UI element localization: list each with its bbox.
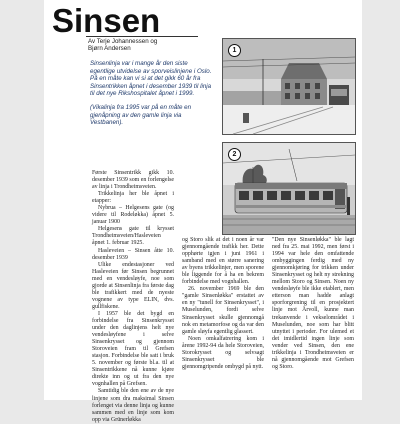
author-byline: [88, 38, 218, 53]
article-title: Sinsen: [52, 2, 161, 39]
document-page: [44, 0, 362, 423]
photo-tram-snow-image: [223, 39, 355, 134]
author-line: Av Terje Johannessen og: [88, 38, 158, 45]
photo-number-badge: 2: [228, 148, 241, 161]
author-line: Bjørn Andersen: [88, 45, 131, 53]
lead-text: (Vikalinja fra 1995 var på en måte en gjenåpning av den gamle linja via Vestbanen).: [90, 103, 192, 127]
body-paragraph: Noen omkalfatrering kom i årene 1992-94 da hele Storoveien, Storokrysset og selvsagt Sinsenkrysset ble gjennomgripende ombygd på nytt.: [182, 335, 264, 370]
article-column-2: [182, 237, 264, 371]
body-paragraph: I 1957 ble det bygd en forbindelse fra Sinsenkrysset under den daglinjens helt nye vendesløyfene i selve Sinsenkrysset og gjennom Storoveien fram til Grefsen stasjon. Forbindelse ble satt i bruk 5. november og første bl.a. til at Sinsentrikkene nå kunne kjøre direkte inn og ut fra den nye vognhallen på Grefsen.: [92, 310, 174, 388]
body-paragraph: Hasleveien – Sinsen åtte 10. desember 1939: [92, 247, 174, 261]
lead-text: Sinsenlinja var i mange år den siste egentlige utvidelse av sporveislinjene i Oslo. På en måte kan vi si at det gikk 60 år fra Sinsentrikken åpnet i desember 1939 til linja til det nye Rikshospitalet åpnet i 1999.: [90, 60, 212, 98]
photo-tram-stop-image: [223, 143, 355, 234]
body-paragraph: Ulike endestasjoner ved Hasleveien før Sinsen begrunnet med en vendesløyfe, noe som gjorde at Sinsenlinja fra første dag ble trafikkert med de nyeste vognene av type ELIN, dvs. gullfiskene.: [92, 261, 174, 310]
body-paragraph: Samtidig ble den ene av de nye linjene som dra maksimal Sinsen forlenget via denne linja og kunne sammen med en linje som kom opp via Grünerløkka: [92, 388, 174, 423]
article-column-3: [272, 237, 354, 371]
body-paragraph: 26. november 1969 ble den "gamle Sinsenløkka" erstattet av en ny "tunell for Sinsenkrysset", i Muselunden, fordi selve Sinsenkrysset skulle gjennomgå nok en metamorfose og da var den gamle sløyfa egentlig glassert.: [182, 286, 264, 335]
body-paragraph: Nybrua – Helgesens gate (og videre til Rodeløkka) åpnet 5. januar 1900: [92, 205, 174, 226]
article-column-1: [92, 170, 174, 424]
body-paragraph: Trikkelinja her ble åpnet i etapper:: [92, 191, 174, 205]
body-paragraph: "Den nye Sinsenløkka" ble lagt ned fra 25. mai 1992, men først i 1994 var hele den omfattende ombyggingen ferdig med ny gjennomkjøring for trikken under Sinsenkrysset og helt ny strekning mellom Storo og Sinsen. Noen ny vendesløyfe ble ikke etablert, men etterson man hadde anlagt sporforgrening til en prosjektert linje mot Årvoll, kunne man trekanvende i vekselområdet i Muselunden, noe som har blitt utnyttet i perioder. For ulemed et det imidlertid ingen linje som vender ved Sinsen, den ene trikkelinja i Trondheimsveien er nå gjennomgående mot Grefsen og Storo.: [272, 237, 354, 370]
lead-paragraph: [90, 60, 212, 133]
photo-tram-snow: [222, 38, 356, 135]
body-paragraph: og Storo slik at det i noen år var gjennomgående trafikk her. Dette opphørte igjen i juni 1961 i samband med en større sanering av byens trikkelinjer, men sporene ble liggende for å ha en bekrem forbindelse med vognhallen.: [182, 237, 264, 286]
body-paragraph: Helgesens gate til krysset Trondheimsveien/Hasleveien åpnet 1. februar 1925.: [92, 226, 174, 247]
photo-number-badge: 1: [228, 44, 241, 57]
photo-tram-stop: [222, 142, 356, 235]
body-paragraph: Første Sinsentrikk gikk 10. desember 1939 som en forlengelse av linja i Trondheimsveien.: [92, 170, 174, 191]
